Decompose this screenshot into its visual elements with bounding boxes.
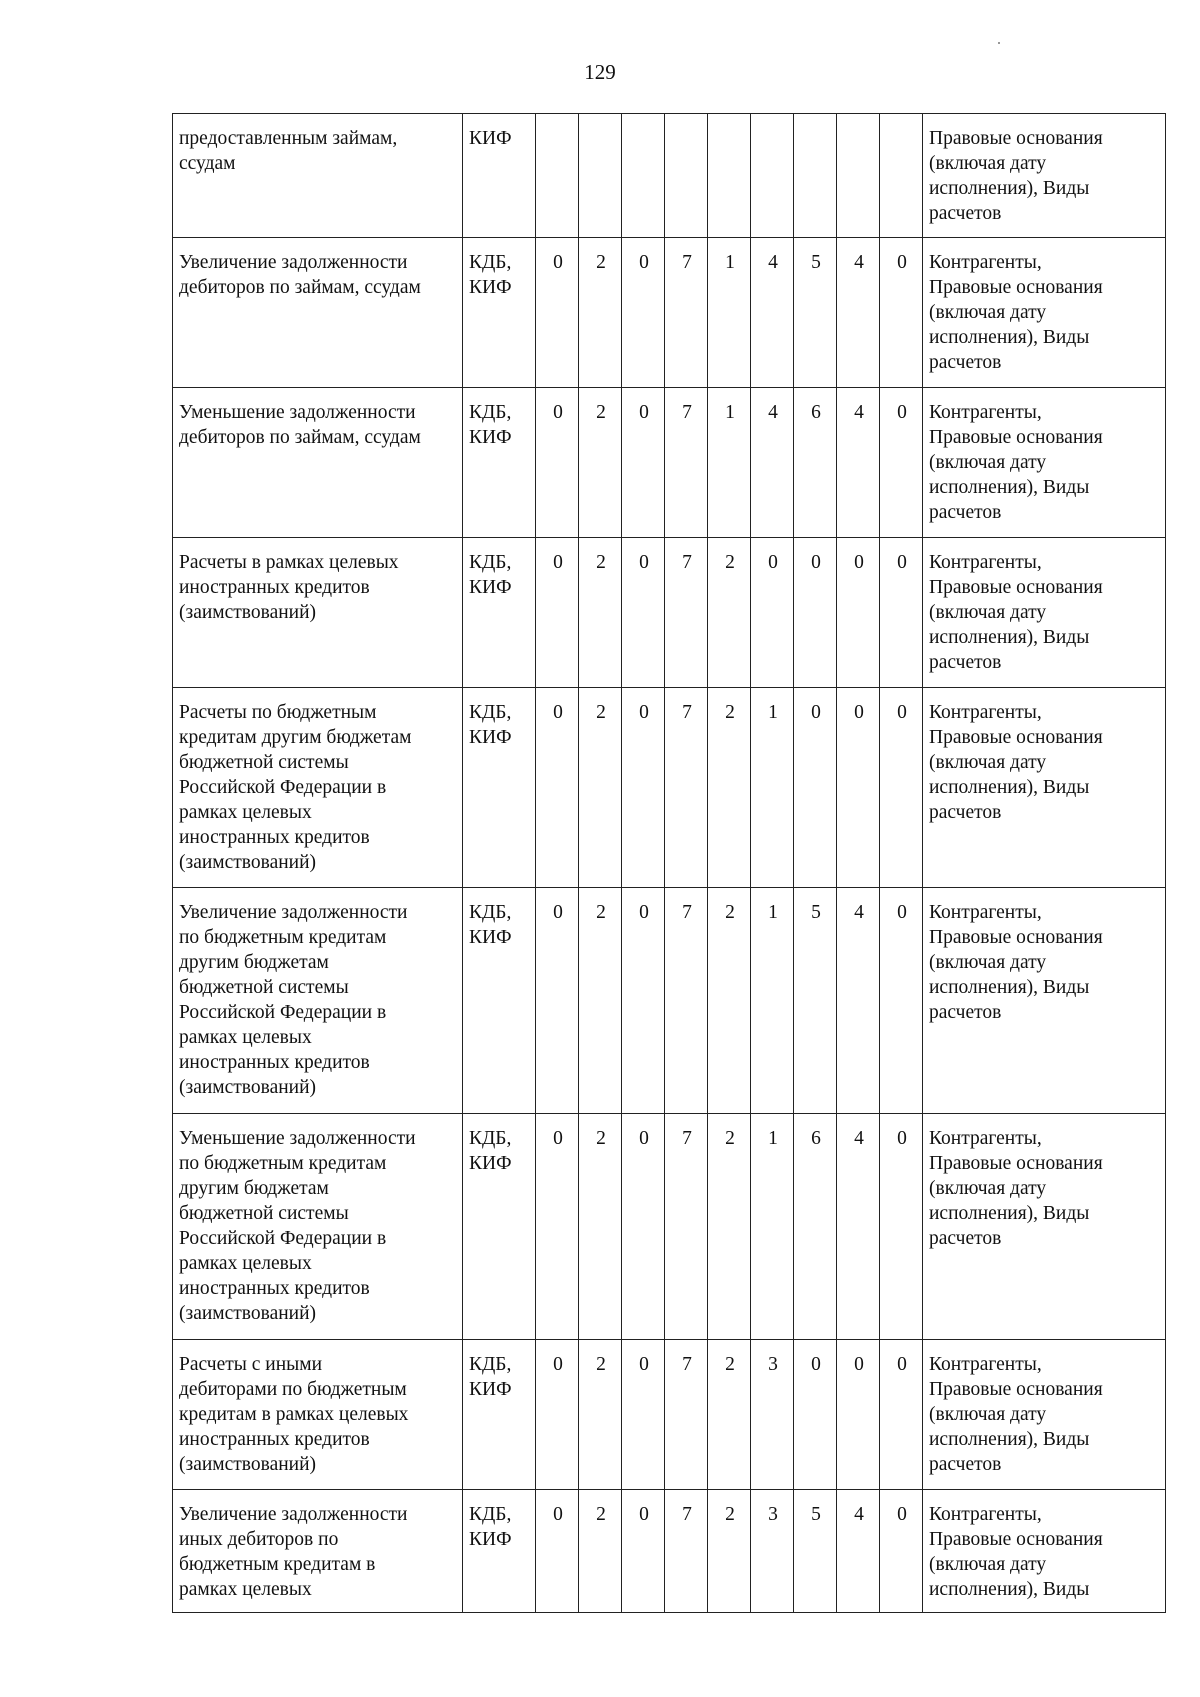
cell-digit: 4 xyxy=(837,1114,880,1340)
cell-name-text: Расчеты по бюджетным кредитам другим бюджетам бюджетной системы Российской Федерации в рамках целевых иностранных кредитов (заимствований) xyxy=(179,702,412,873)
cell-digit: 0 xyxy=(794,1340,837,1490)
cell-analytics xyxy=(923,388,1166,538)
cell-analytics-text: Контрагенты, Правовые основания (включая дату исполнения), Виды расчетов xyxy=(929,252,1103,373)
cell-codes-text: КДБ, КИФ xyxy=(469,1354,512,1400)
cell-digit: 2 xyxy=(579,538,622,688)
cell-analytics xyxy=(923,538,1166,688)
table-row xyxy=(173,114,1166,238)
cell-analytics-text: Контрагенты, Правовые основания (включая дату исполнения), Виды xyxy=(929,1504,1103,1600)
cell-digit: 2 xyxy=(579,888,622,1114)
cell-digit: 0 xyxy=(794,688,837,888)
table-row xyxy=(173,238,1166,388)
table-row xyxy=(173,1114,1166,1340)
cell-digit: 2 xyxy=(708,688,751,888)
cell-digit: 0 xyxy=(536,888,579,1114)
cell-digit: 2 xyxy=(579,1114,622,1340)
cell-digit: 0 xyxy=(837,688,880,888)
cell-analytics xyxy=(923,688,1166,888)
cell-digit: 7 xyxy=(665,1490,708,1613)
cell-name xyxy=(173,114,463,238)
cell-digit: 2 xyxy=(708,1490,751,1613)
cell-digit: 4 xyxy=(837,388,880,538)
cell-digit: 0 xyxy=(536,538,579,688)
cell-digit: 6 xyxy=(794,1114,837,1340)
cell-name xyxy=(173,538,463,688)
cell-digit: 7 xyxy=(665,238,708,388)
cell-name-text: предоставленным займам, ссудам xyxy=(179,128,398,174)
cell-name-text: Увеличение задолженности дебиторов по займам, ссудам xyxy=(179,252,421,298)
cell-digit: 1 xyxy=(751,888,794,1114)
cell-digit: 0 xyxy=(536,238,579,388)
cell-digit: 2 xyxy=(579,1490,622,1613)
cell-digit xyxy=(751,114,794,238)
table-row xyxy=(173,1490,1166,1613)
cell-digit: 4 xyxy=(837,888,880,1114)
cell-analytics xyxy=(923,1114,1166,1340)
cell-codes xyxy=(463,1114,536,1340)
cell-codes xyxy=(463,388,536,538)
cell-digit: 0 xyxy=(536,688,579,888)
cell-digit: 4 xyxy=(751,388,794,538)
cell-digit: 2 xyxy=(579,1340,622,1490)
cell-digit: 7 xyxy=(665,1340,708,1490)
accounts-table xyxy=(172,113,1166,1613)
cell-digit: 2 xyxy=(579,388,622,538)
cell-digit: 7 xyxy=(665,888,708,1114)
cell-digit: 7 xyxy=(665,688,708,888)
cell-digit: 2 xyxy=(708,888,751,1114)
cell-digit: 0 xyxy=(622,238,665,388)
cell-digit: 0 xyxy=(622,1114,665,1340)
cell-digit: 2 xyxy=(708,1114,751,1340)
cell-digit: 4 xyxy=(837,238,880,388)
cell-codes xyxy=(463,888,536,1114)
cell-digit: 1 xyxy=(708,388,751,538)
cell-codes xyxy=(463,238,536,388)
cell-digit: 0 xyxy=(622,1340,665,1490)
cell-digit xyxy=(837,114,880,238)
cell-codes-text: КДБ, КИФ xyxy=(469,1128,512,1174)
cell-codes-text: КДБ, КИФ xyxy=(469,1504,512,1550)
cell-name xyxy=(173,1340,463,1490)
table-row xyxy=(173,688,1166,888)
cell-digit xyxy=(622,114,665,238)
cell-digit: 1 xyxy=(708,238,751,388)
cell-digit: 0 xyxy=(622,538,665,688)
cell-codes xyxy=(463,1490,536,1613)
cell-digit: 0 xyxy=(536,1340,579,1490)
cell-analytics-text: Контрагенты, Правовые основания (включая дату исполнения), Виды расчетов xyxy=(929,552,1103,673)
cell-digit: 0 xyxy=(622,888,665,1114)
cell-codes-text: КИФ xyxy=(469,128,512,149)
cell-digit: 0 xyxy=(536,388,579,538)
cell-digit: 0 xyxy=(880,1114,923,1340)
cell-digit: 2 xyxy=(579,238,622,388)
cell-digit: 0 xyxy=(880,238,923,388)
table-row xyxy=(173,388,1166,538)
cell-name xyxy=(173,1490,463,1613)
cell-digit: 1 xyxy=(751,688,794,888)
cell-analytics-text: Контрагенты, Правовые основания (включая дату исполнения), Виды расчетов xyxy=(929,402,1103,523)
cell-name xyxy=(173,688,463,888)
table-row xyxy=(173,1340,1166,1490)
cell-digit: 0 xyxy=(794,538,837,688)
cell-analytics xyxy=(923,114,1166,238)
cell-analytics-text: Правовые основания (включая дату исполнения), Виды расчетов xyxy=(929,128,1103,224)
cell-name xyxy=(173,1114,463,1340)
cell-digit: 0 xyxy=(880,538,923,688)
cell-digit: 3 xyxy=(751,1490,794,1613)
cell-digit: 4 xyxy=(751,238,794,388)
cell-digit: 7 xyxy=(665,388,708,538)
cell-digit xyxy=(880,114,923,238)
cell-digit: 0 xyxy=(751,538,794,688)
cell-digit: 2 xyxy=(579,688,622,888)
cell-name xyxy=(173,888,463,1114)
cell-digit: 0 xyxy=(536,1490,579,1613)
cell-codes-text: КДБ, КИФ xyxy=(469,252,512,298)
cell-digit: 6 xyxy=(794,388,837,538)
cell-name-text: Уменьшение задолженности по бюджетным кредитам другим бюджетам бюджетной системы Российской Федерации в рамках целевых иностранных кредитов (заимствований) xyxy=(179,1128,416,1324)
cell-analytics xyxy=(923,1490,1166,1613)
cell-name-text: Уменьшение задолженности дебиторов по займам, ссудам xyxy=(179,402,421,448)
cell-digit: 5 xyxy=(794,888,837,1114)
cell-name-text: Расчеты с иными дебиторами по бюджетным кредитам в рамках целевых иностранных кредитов (заимствований) xyxy=(179,1354,409,1475)
cell-codes-text: КДБ, КИФ xyxy=(469,402,512,448)
cell-digit xyxy=(665,114,708,238)
cell-codes xyxy=(463,114,536,238)
cell-name-text: Увеличение задолженности по бюджетным кредитам другим бюджетам бюджетной системы Российской Федерации в рамках целевых иностранных кредитов (заимствований) xyxy=(179,902,408,1098)
table-row xyxy=(173,538,1166,688)
cell-codes xyxy=(463,538,536,688)
cell-digit: 0 xyxy=(622,388,665,538)
cell-codes-text: КДБ, КИФ xyxy=(469,552,512,598)
cell-analytics-text: Контрагенты, Правовые основания (включая дату исполнения), Виды расчетов xyxy=(929,902,1103,1023)
cell-digit: 0 xyxy=(880,1490,923,1613)
cell-digit: 2 xyxy=(708,538,751,688)
page-number: 129 xyxy=(584,60,616,84)
cell-digit xyxy=(794,114,837,238)
table-row xyxy=(173,888,1166,1114)
cell-name xyxy=(173,388,463,538)
cell-digit: 3 xyxy=(751,1340,794,1490)
cell-analytics xyxy=(923,238,1166,388)
cell-digit: 4 xyxy=(837,1490,880,1613)
cell-codes-text: КДБ, КИФ xyxy=(469,902,512,948)
cell-digit: 0 xyxy=(837,538,880,688)
cell-digit: 0 xyxy=(536,1114,579,1340)
cell-name-text: Расчеты в рамках целевых иностранных кредитов (заимствований) xyxy=(179,552,399,623)
cell-digit: 0 xyxy=(880,688,923,888)
cell-digit xyxy=(536,114,579,238)
cell-digit: 0 xyxy=(622,1490,665,1613)
cell-digit: 2 xyxy=(708,1340,751,1490)
cell-analytics xyxy=(923,888,1166,1114)
cell-codes-text: КДБ, КИФ xyxy=(469,702,512,748)
cell-digit: 0 xyxy=(880,388,923,538)
cell-digit: 5 xyxy=(794,238,837,388)
cell-digit: 1 xyxy=(751,1114,794,1340)
cell-digit: 0 xyxy=(880,888,923,1114)
cell-digit: 7 xyxy=(665,1114,708,1340)
cell-analytics-text: Контрагенты, Правовые основания (включая дату исполнения), Виды расчетов xyxy=(929,1128,1103,1249)
cell-digit: 0 xyxy=(880,1340,923,1490)
cell-digit xyxy=(579,114,622,238)
cell-analytics xyxy=(923,1340,1166,1490)
cell-name xyxy=(173,238,463,388)
cell-digit: 5 xyxy=(794,1490,837,1613)
scan-artifact-dot xyxy=(998,42,1000,44)
cell-digit: 0 xyxy=(622,688,665,888)
cell-codes xyxy=(463,688,536,888)
cell-digit: 7 xyxy=(665,538,708,688)
cell-digit xyxy=(708,114,751,238)
cell-name-text: Увеличение задолженности иных дебиторов по бюджетным кредитам в рамках целевых xyxy=(179,1504,408,1600)
cell-codes xyxy=(463,1340,536,1490)
cell-analytics-text: Контрагенты, Правовые основания (включая дату исполнения), Виды расчетов xyxy=(929,702,1103,823)
cell-analytics-text: Контрагенты, Правовые основания (включая дату исполнения), Виды расчетов xyxy=(929,1354,1103,1475)
cell-digit: 0 xyxy=(837,1340,880,1490)
table-body xyxy=(173,114,1166,1613)
